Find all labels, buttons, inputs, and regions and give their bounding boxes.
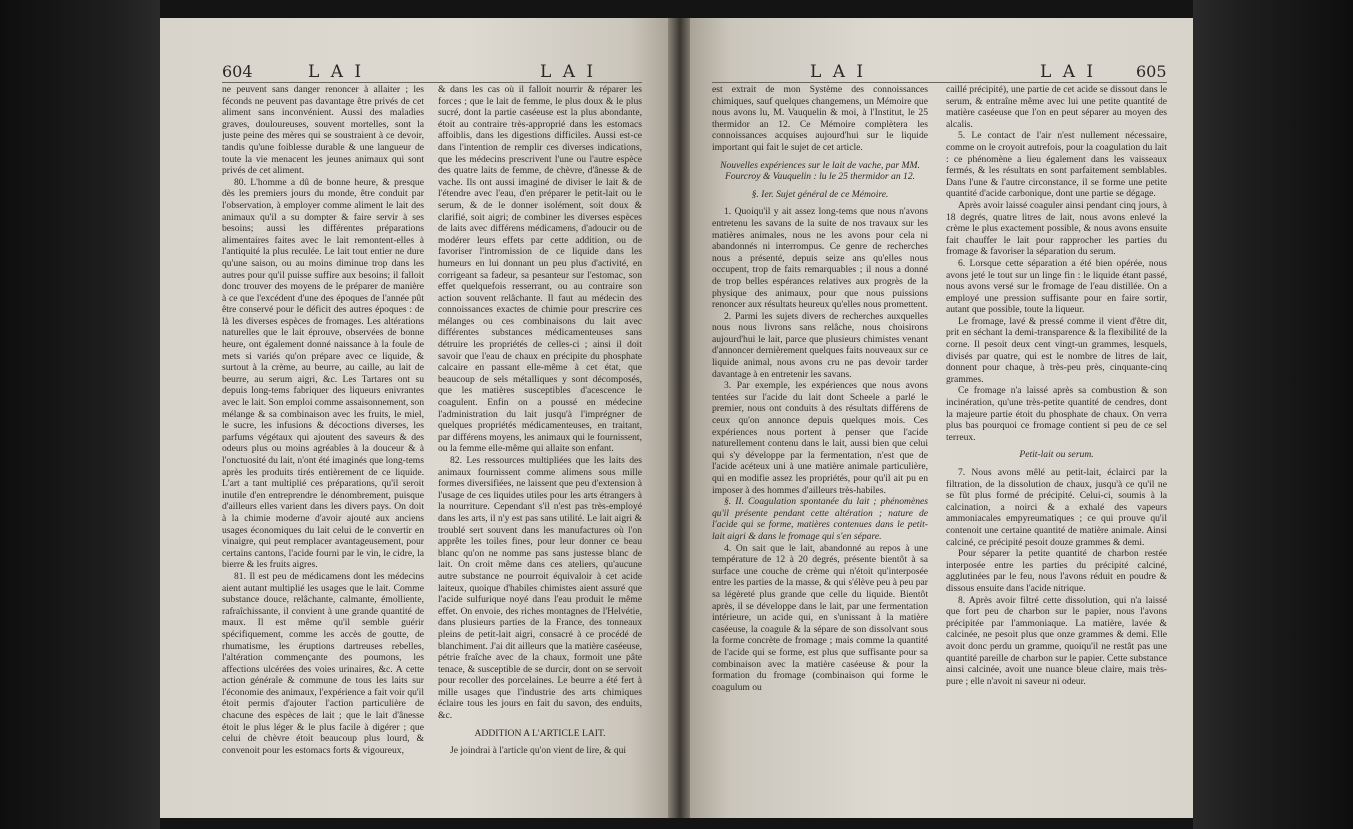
paragraph: Après avoir laissé coaguler ainsi pendant cinq jours, à 18 degrés, quatre litres de lait, nous avons enlevé la crème le plus exactement possible, & nous avons ensuite fait chauffer le lait pour rapprocher les parties du fromage & favoriser la séparation du serum. (946, 199, 1167, 258)
page-number: 605 (1136, 62, 1167, 81)
paragraph: 2. Parmi les sujets divers de recherches auxquelles nous nous livrons sans relâche, nous choisirons aujourd'hui le lait, parce que plusieurs chimistes venant d'annoncer dernièrement quelques faits nouveaux sur ce liquide animal, nous avons cru ne pas devoir tarder davantage à en entretenir les savans. (712, 310, 928, 380)
paragraph: Le fromage, lavé & pressé comme il vient d'être dit, prit en séchant la demi-transparence & la flexibilité de la corne. Il pesoit deux cent vingt-un grammes, lesquels, divisés par quatre, qui est le nombre de litres de lait, donnent pour chaque, à très-peu près, cinquante-cinq grammes. (946, 315, 1167, 385)
paragraph: 4. On sait que le lait, abandonné au repos à une température de 12 à 20 degrés, présente bientôt à sa surface une couche de crème qui n'étoit qu'interposée entre les parties de la masse, & qui s'élève peu à peu par sa légèreté plus grande que celle du liquide. Bientôt après, il se développe dans le lait, par une fermentation intérieure, un acide qui, en s'unissant à la matière caséeuse, la coagule & la sépare de son dissolvant sous la forme concrète de fromage ; mais comme la quantité de l'acide qui se forme, est plus que suffisante pour sa combinaison avec la matière caséeuse & pour la formation du fromage (combinaison qui forme le coagulum ou (712, 542, 928, 693)
page-number: 604 (222, 62, 253, 81)
paragraph: 80. L'homme a dû de bonne heure, & presque dès les premiers jours du monde, être conduit par l'observation, à employer comme aliment le lait des animaux qu'il a su dompter & faire servir à ses besoins; aussi les différentes préparations alimentaires faites avec le lait remontent-elles à l'antiquité la plus reculée. Le lait tout entier ne dure qu'une saison, ou au moins diminue trop dans les autres pour qu'il puisse suffire aux besoins; il falloit donc trouver des moyens de le préparer de manière à ce que l'excédent d'une des époques de l'année pût être conservé pour le déficit des autres époques : de là les diverses espèces de fromages. Les altérations naturelles que le lait éprouve, observées de bonne heure, ont également donné naissance à la foule de mets si variés qu'on prépare avec ce liquide, & surtout à la crème, au beurre, au caille, au lait de beurre, au serum aigri, &c. Les Tartares ont su depuis long-tems fabriquer des liqueurs enivrantes avec le lait. Son emploi comme assaisonnement, son mélange & sa combinaison avec les fruits, le miel, le sucre, les infusions & décoctions diverses, les parfums végétaux qui ajoutent des saveurs & des odeurs plus ou moins agréables à la douceur & à l'onctuosité du lait, n'ont été imaginés que long-tems après les produits tirés entièrement de ce liquide. L'art a tant multiplié ces préparations, qu'il seroit inutile d'en entreprendre le dénombrement, puisque d'ailleurs elles varient dans les divers pays. On doit à la chimie moderne d'avoir ajouté aux anciens usages économiques du lait celui de le convertir en vinaigre, qui peut remplacer avantageusement, pour certains cantons, l'acide fourni par le vin, le cidre, la bierre & les fruits aigres. (222, 176, 424, 571)
section-heading: Petit-lait ou serum. (1019, 449, 1094, 461)
paragraph: 3. Par exemple, les expériences que nous avons tentées sur l'acide du lait dont Scheele a parlé le premier, nous ont conduits à des résultats différens de ceux qu'on annonce depuis quelques mois. Ces expériences nous portent à penser que l'acide naturellement contenu dans le lait, aussi bien que celui qui s'y développe par la fermentation, n'est que de l'acide acéteux uni à une matière animale particulière, qui en modifie assez les propriétés, pour qu'il ait pu en imposer à des hommes d'ailleurs très-habiles. (712, 380, 928, 496)
paragraph: 82. Les ressources multipliées que les laits des animaux fournissent comme alimens sous mille formes diversifiées, ne laissent que peu d'extension à l'usage de ces liquides utiles pour les arts étrangers à la nourriture. Cependant s'il n'est pas très-employé dans les arts, il n'y est pas sans utilité. Le lait aigri & troublé sert souvent dans les manufactures où l'on apprête les toiles fines, pour leur donner ce beau blanc qu'on ne nomme pas sans justesse blanc de lait. On croit même dans ces ateliers, qu'aucune autre substance ne pourroit équivaloir à cet acide laiteux, quoique d'habiles chimistes aient assuré que l'acide sulfurique noyé dans l'eau produit le même effet. On envoie, des riches montagnes de l'Helvétie, dans plusieurs parties de la France, des tonneaux pleins de petit-lait aigri, consacré à ce procédé de blanchiment. J'ai dit ailleurs que la matière caséeuse, pétrie fraîche avec de la chaux, formoit une pâte tenace, & susceptible de se durcir, dont on se servoit pour recoller des porcelaines. Le beurre a été fert à mille usages que l'industrie des arts chimiques éclaire tous les jours en fait du savon, des enduits, &c. (438, 455, 642, 722)
section-heading: §. II. Coagulation spontanée du lait ; phénomènes qu'il présente pendant cette altération ; nature de l'acide qui se forme, matières contenues dans le petit-lait aigri & dans le fromage qui s'en sépare. (712, 496, 928, 542)
book-cover-left (0, 0, 160, 829)
paragraph: Je joindrai à l'article qu'on vient de lire, & qui (450, 745, 627, 757)
right-page (690, 18, 1193, 818)
paragraph: caillé précipité), une partie de cet acide se dissout dans le serum, & entraîne même avec lui une petite quantité de matière caséeuse que l'on en peut séparer au moyen des alcalis. (946, 84, 1167, 130)
running-head: L A I (308, 62, 365, 82)
paragraph: Ce fromage n'a laissé après sa combustion & son incinération, qu'une très-petite quantité de cendres, dont la majeure partie étoit du phosphate de chaux. On verra plus bas pourquoi ce fromage contient si peu de ce sel terreux. (946, 385, 1167, 443)
header-rule (222, 82, 642, 83)
book-gutter (668, 18, 692, 818)
text-column-1 (222, 84, 424, 812)
book-cover-right (1193, 0, 1353, 829)
paragraph: 6. Lorsque cette séparation a été bien opérée, nous avons jeté le tout sur un linge fin : le liquide étant passé, nous avons versé sur le fromage de l'eau distillée. On a employé une pression suffisante pour en faire sortir, autant que possible, toute la liqueur. (946, 257, 1167, 316)
left-page (160, 18, 670, 818)
text-column-2 (946, 84, 1167, 812)
paragraph: est extrait de mon Système des connoissances chimiques, sauf quelques changemens, un Mémoire que nous avons lu, M. Vauquelin & moi, à l'Institut, le 25 thermidor an 12. Ce Mémoire complètera les connoissances acquises aujourd'hui sur le liquide important qui fait le sujet de cet article. (712, 84, 928, 153)
paragraph: Pour séparer la petite quantité de charbon restée interposée entre les parties du précipité calciné, agglutinées par le feu, nous l'avons réduit en poudre & dissous ensuite dans l'acide nitrique. (946, 548, 1167, 594)
paragraph: 8. Après avoir filtré cette dissolution, qui n'a laissé que fort peu de charbon sur le papier, nous l'avons précipitée par l'ammoniaque. La matière, lavée & calcinée, ne pesoit plus que onze grammes & demi. Elle avoit donc perdu un gramme, quoiqu'il ne restât pas une quantité pareille de charbon sur le papier. Cette substance ainsi calcinée, avoit une nuance bleue claire, mais très-pure ; elle n'avoit ni saveur ni odeur. (946, 594, 1167, 687)
paragraph: 81. Il est peu de médicamens dont les médecins aient autant multiplié les usages que le lait. Comme substance douce, relâchante, calmante, émolliente, rafraîchissante, il convient à une grande quantité de maux. Il est même qu'il semble guérir spécifiquement, comme les accès de goutte, de rhumatisme, les éruptions dartreuses rebelles, l'altération commençante des poumons, les affections ulcérées des voies urinaires, &c. A cette action générale & commune de tous les laits sur l'économie des animaux, l'expérience a fait voir qu'il étoit permis d'ajouter l'action particulière de chacune des espèces de lait ; que le lait d'ânesse étoit le plus léger & le plus facile à digérer ; que celui de chèvre étoit beaucoup plus lourd, & convenoit pour les estomacs forts & vigoureux, (222, 570, 424, 756)
running-head: L A I (1040, 62, 1097, 82)
text-column-2 (438, 84, 642, 812)
running-head: L A I (540, 62, 597, 82)
text-column-1 (712, 84, 928, 812)
paragraph: & dans les cas où il falloit nourrir & réparer les forces ; que le lait de femme, le plus doux & le plus sucré, dont la partie caséeuse est la plus abondante, étoit au contraire très-approprié dans les estomacs affoiblis, dans les digestions difficiles. Aussi est-ce dans l'intention de remplir ces diverses indications, que les médecins prescrivent l'une ou l'autre espèce des quatre laits de femme, de chèvre, d'ânesse & de vache. Ils ont aussi imaginé de diviser le lait & de l'étendre avec l'eau, d'en préparer le petit-lait ou le serum, & de le donner isolément, soit doux & clarifié, soit aigri; de combiner les diverses espèces de laits avec différens médicamens, d'adoucir ou de modérer leurs effets par cette addition, ou de favoriser l'intromission de ce liquide dans les humeurs en lui donnant un peu plus d'activité, en corrigeant sa fadeur, sa pesanteur sur l'estomac, son effet quelquefois resserrant, ou au contraire son action souvent relâchante. Il faut au médecin des connoissances exactes de chimie pour prescrire ces mélanges ou ces combinaisons du lait avec différentes substances médicamenteuses sans détruire les propriétés de celles-ci ; ainsi il doit savoir que l'eau de chaux en précipite du phosphate calcaire en passant elle-même à cet état, que beaucoup de sels métalliques y sont décomposés, que les matières susceptibles d'acescence le coagulent. Enfin on a poussé en médecine l'administration du lait jusqu'à l'imprégner de quelques propriétés médicamenteuses, en traitant, par différens moyens, les animaux qui le fournissent, ou la femme elle-même qui allaite son enfant. (438, 84, 642, 455)
header-rule (712, 82, 1167, 83)
paragraph: 5. Le contact de l'air n'est nullement nécessaire, comme on le croyoit autrefois, pour la coagulation du lait : ce phénomène a lieu également dans les vaisseaux fermés, & les résultats en sont parfaitement semblables. Dans l'une & l'autre circonstance, il se forme une petite quantité d'acide carbonique, dont une partie se dégage. (946, 130, 1167, 200)
memoir-title: Nouvelles expériences sur le lait de vache, par MM. Fourcroy & Vauquelin : lu le 25 thermidor an 12. (720, 159, 920, 183)
paragraph: 7. Nous avons mêlé au petit-lait, éclairci par la filtration, de la dissolution de chaux, jusqu'à ce qu'il ne se fût plus formé de précipité. Celui-ci, soumis à la calcination, a noirci & a exhalé des vapeurs ammoniacales empyreumatiques ; ce qui prouve qu'il contenoit une certaine quantité de matière animale. Ainsi calciné, ce précipité pesoit douze grammes & demi. (946, 467, 1167, 548)
running-head: L A I (810, 62, 867, 82)
paragraph: 1. Quoiqu'il y ait assez long-tems que nous n'avons entretenu les savans de la suite de nos travaux sur les matières animales, nous ne les avons pour cela ni abandonnés ni interrompus. Ce genre de recherches nous a présenté, depuis seize ans qu'elles nous occupent, trop de faits remarquables ; il nous a donné de trop belles espérances relatives aux progrès de la physique des animaux, pour que nous puissions renoncer aux résultats heureux qu'elles nous promettent. (712, 206, 928, 311)
section-heading: ADDITION A L'ARTICLE LAIT. (474, 727, 606, 739)
paragraph: ne peuvent sans danger renoncer à allaiter ; les féconds ne peuvent pas davantage être privés de cet aliment sans inconvénient. Aussi des maladies graves, douloureuses, souvent mortelles, sont la juste peine des mères qui se soustraient à ce devoir, tandis qu'une foiblesse durable & une langueur de toute la vie menacent les jeunes animaux qui sont privés de cet aliment. (222, 84, 424, 177)
section-heading: §. Ier. Sujet général de ce Mémoire. (751, 188, 889, 200)
